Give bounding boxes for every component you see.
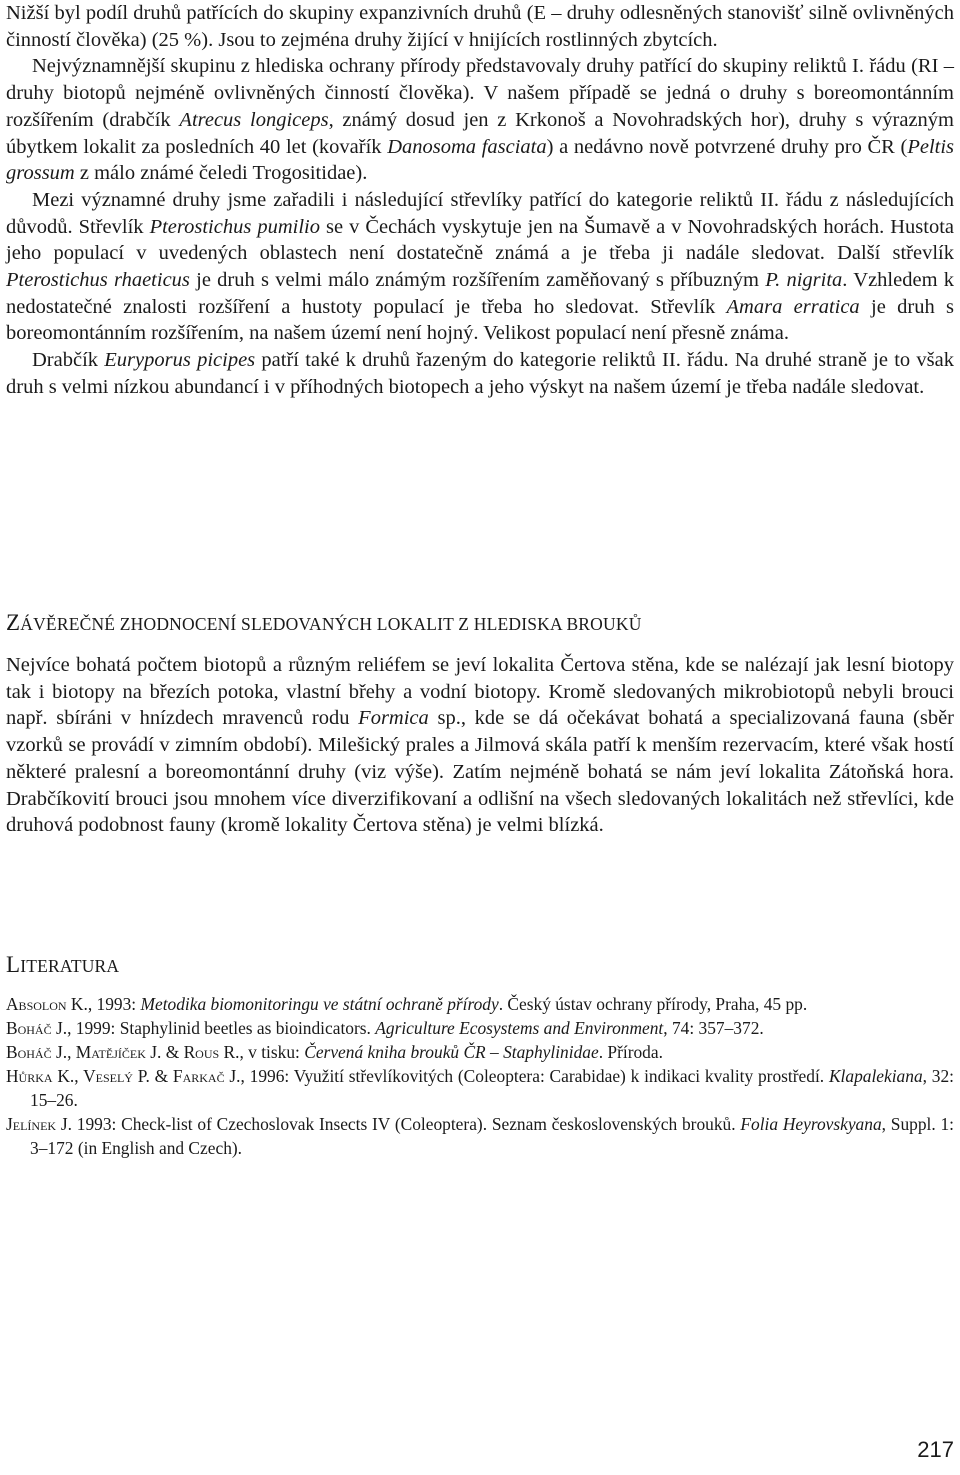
reference-item: Hůrka K., Veselý P. & Farkač J., 1996: Využití střevlíkovitých (Coleoptera: Carabidae) k indikaci kvality prostředí. Klapalekiana, 32: 15–26.: [6, 1066, 955, 1110]
paragraph-expanzivni: Nižší byl podíl druhů patřících do skupiny expanzivních druhů (E – druhy odlesněných stanovišť silně ovlivněných činností člověka) (25 %). Jsou to zejména druhy žijící v hnijících rostlinných zbytcích.: [6, 2, 954, 51]
species-name: Atrecus longiceps: [179, 108, 329, 131]
species-name: P. nigrita: [765, 269, 843, 292]
main-text: [6, 0, 954, 401]
conclusions-text: [6, 652, 954, 839]
species-name: Amara erratica: [726, 295, 860, 318]
paragraph-relikty-2: Mezi významné druhy jsme zařadili i následující střevlíky patřící do kategorie reliktů II. řádu z následujících důvodů. Střevlík Pterostichus pumilio se v Čechách vyskytuje jen na Šumavě a v Novohradských horách. Hustota jeho populací v uvedených oblastech není dostatečně známá a je třeba ji nadále sledovat. Další střevlík Pterostichus rhaeticus je druh s velmi málo známým rozšířením zaměňovaný s příbuzným P. nigrita. Vzhledem k nedostatečné znalosti rozšíření a hustoty populací je třeba ho sledovat. Střevlík Amara erratica je druh s boreomontánním rozšířením, na našem území není hojný. Velikost populací není přesně známa.: [6, 188, 955, 345]
paragraph-relikty-1: Nejvýznamnější skupinu z hlediska ochrany přírody představovaly druhy patřící do skupiny reliktů I. řádu (RI – druhy biotopů nejméně ovlivněných činností člověka). V našem případě se jedná o druhy s boreomontánním rozšířením (drabčík Atrecus longiceps, známý dosud jen z Krkonoš a Novohradských hor), druhy s výrazným úbytkem lokalit za posledních 40 let (kovařík Danosoma fasciata) a nedávno nově potvrzené druhy pro ČR (Peltis grossum z málo známé čeledi Trogositidae).: [6, 55, 955, 185]
species-name: Peltis grossum: [6, 135, 955, 185]
page-number: 217: [917, 1437, 954, 1462]
species-name: Pterostichus pumilio: [149, 215, 320, 238]
reference-item: Boháč J., Matějíček J. & Rous R., v tisku: Červená kniha brouků ČR – Staphylinidae. Příroda.: [6, 1042, 663, 1062]
species-name: Euryporus picipes: [104, 349, 256, 372]
reference-list: [6, 992, 954, 1160]
section-heading-conclusions: ZÁVĚREČNÉ ZHODNOCENÍ SLEDOVANÝCH LOKALIT Z HLEDISKA BROUKŮ: [6, 610, 642, 635]
reference-item: Absolon K., 1993: Metodika biomonitoringu ve státní ochraně přírody. Český ústav ochrany přírody, Praha, 45 pp.: [6, 994, 808, 1014]
species-name: Pterostichus rhaeticus: [6, 269, 190, 292]
genus-name: Formica: [358, 707, 429, 730]
paragraph-conclusions: Nejvíce bohatá počtem biotopů a různým reliéfem se jeví lokalita Čertova stěna, kde se nalézají jak lesní biotopy tak i biotopy na březích potoka, vlastní břehy a vodní biotopy. Kromě sledovaných mikrobiotopů nebyli brouci např. sbíráni v hnízdech mravenců rodu Formica sp., kde se dá očekávat bohatá a specializovaná fauna (sběr vzorků se provádí v zimním období). Milešický prales a Jilmová skála patří k menším rezervacím, které však hostí některé pralesní a boreomontánní druhy (viz výše). Zatím nejméně bohatá se nám jeví lokalita Zátoňská hora. Drabčíkovití brouci jsou mnohem více diverzifikovaní a odlišní na všech sledovaných lokalitách než střevlíci, kde druhová podobnost fauny (kromě lokality Čertova stěna) je velmi blízká.: [6, 654, 955, 837]
reference-item: Boháč J., 1999: Staphylinid beetles as bioindicators. Agriculture Ecosystems and Environment, 74: 357–372.: [6, 1018, 764, 1038]
species-name: Danosoma fasciata: [387, 135, 547, 158]
section-heading-literature: LITERATURA: [6, 952, 120, 977]
paragraph-euryporus: Drabčík Euryporus picipes patří také k druhů řazeným do kategorie reliktů II. řádu. Na druhé straně je to však druh s velmi nízkou abundancí i v příhodných biotopech a jeho výskyt na našem území je třeba nadále sledovat.: [6, 349, 954, 398]
reference-item: Jelínek J. 1993: Check-list of Czechoslovak Insects IV (Coleoptera). Seznam československých brouků. Folia Heyrovskyana, Suppl. 1: 3–172 (in English and Czech).: [6, 1114, 955, 1158]
